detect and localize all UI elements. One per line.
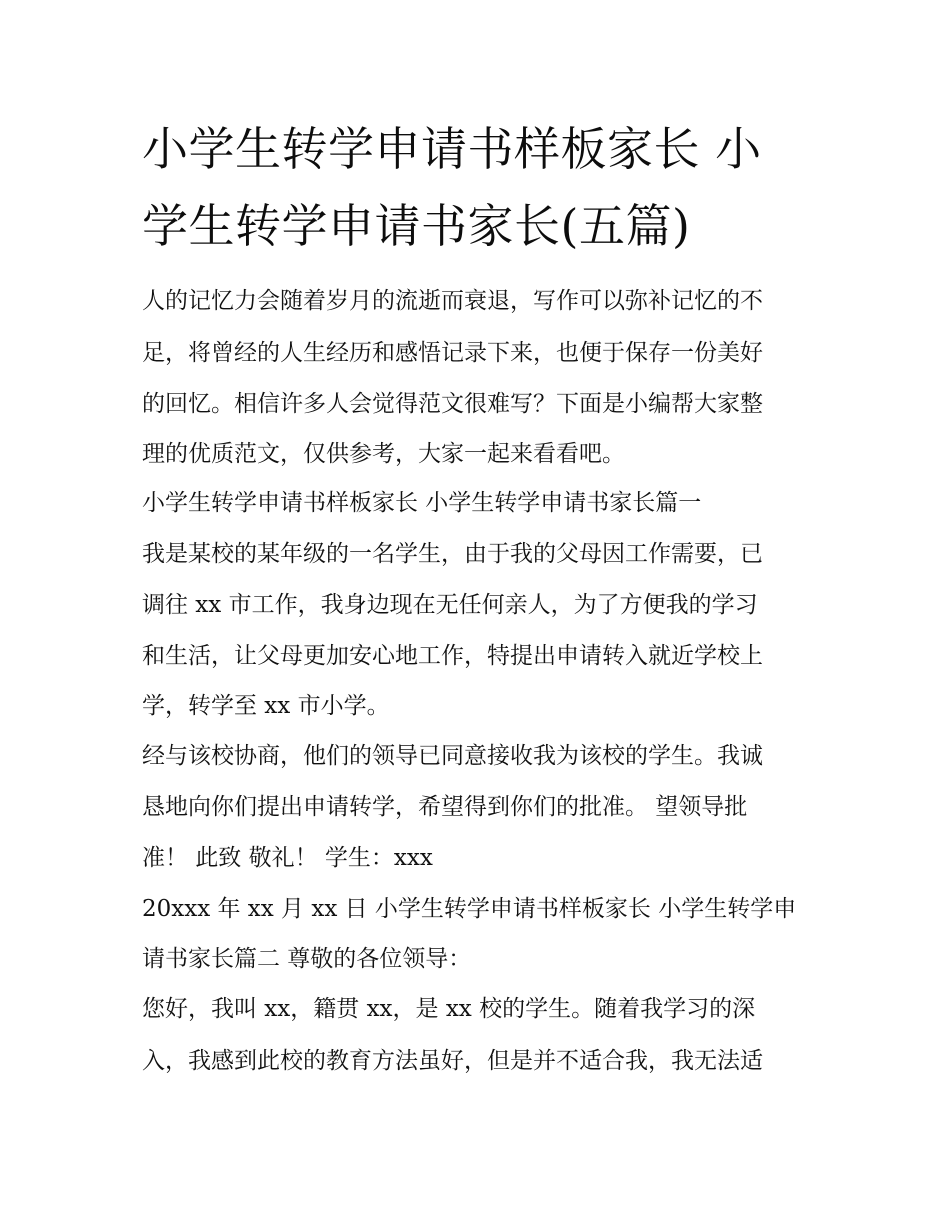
paragraph-line-10: 恳地向你们提出申请转学，希望得到你们的批准。 望领导批 — [142, 794, 748, 820]
document-title-line-2: 学生转学申请书家长(五篇) — [142, 199, 691, 253]
paragraph-line-11: 准！ 此致 敬礼！ 学生：xxx — [142, 845, 433, 871]
paragraph-line-2: 足，将曾经的人生经历和感悟记录下来，也便于保存一份美好 — [142, 340, 763, 366]
paragraph-line-13: 请书家长篇二 尊敬的各位领导： — [142, 946, 472, 972]
paragraph-line-4: 理的优质范文，仅供参考，大家一起来看看吧。 — [142, 441, 625, 467]
paragraph-line-8: 学，转学至 xx 市小学。 — [142, 693, 390, 719]
paragraph-line-3: 的回忆。相信许多人会觉得范文很难写？下面是小编帮大家整 — [142, 391, 763, 417]
paragraph-line-9: 经与该校协商，他们的领导已同意接收我为该校的学生。我诚 — [142, 743, 763, 769]
paragraph-line-12: 20xxx 年 xx 月 xx 日 小学生转学申请书样板家长 小学生转学申 — [142, 896, 797, 922]
paragraph-line-14: 您好，我叫 xx，籍贯 xx，是 xx 校的学生。随着我学习的深 — [142, 996, 756, 1022]
document-title-line-1: 小学生转学申请书样板家长 小 — [142, 122, 762, 176]
paragraph-line-6: 调往 xx 市工作，我身边现在无任何亲人，为了方便我的学习 — [142, 592, 758, 618]
paragraph-line-7: 和生活，让父母更加安心地工作，特提出申请转入就近学校上 — [142, 643, 763, 669]
paragraph-line-15: 入，我感到此校的教育方法虽好，但是并不适合我，我无法适 — [142, 1048, 763, 1074]
paragraph-line-1: 人的记忆力会随着岁月的流逝而衰退，写作可以弥补记忆的不 — [142, 288, 763, 314]
section-heading-1: 小学生转学申请书样板家长 小学生转学申请书家长篇一 — [142, 490, 702, 516]
paragraph-line-5: 我是某校的某年级的一名学生，由于我的父母因工作需要，已 — [142, 541, 763, 567]
